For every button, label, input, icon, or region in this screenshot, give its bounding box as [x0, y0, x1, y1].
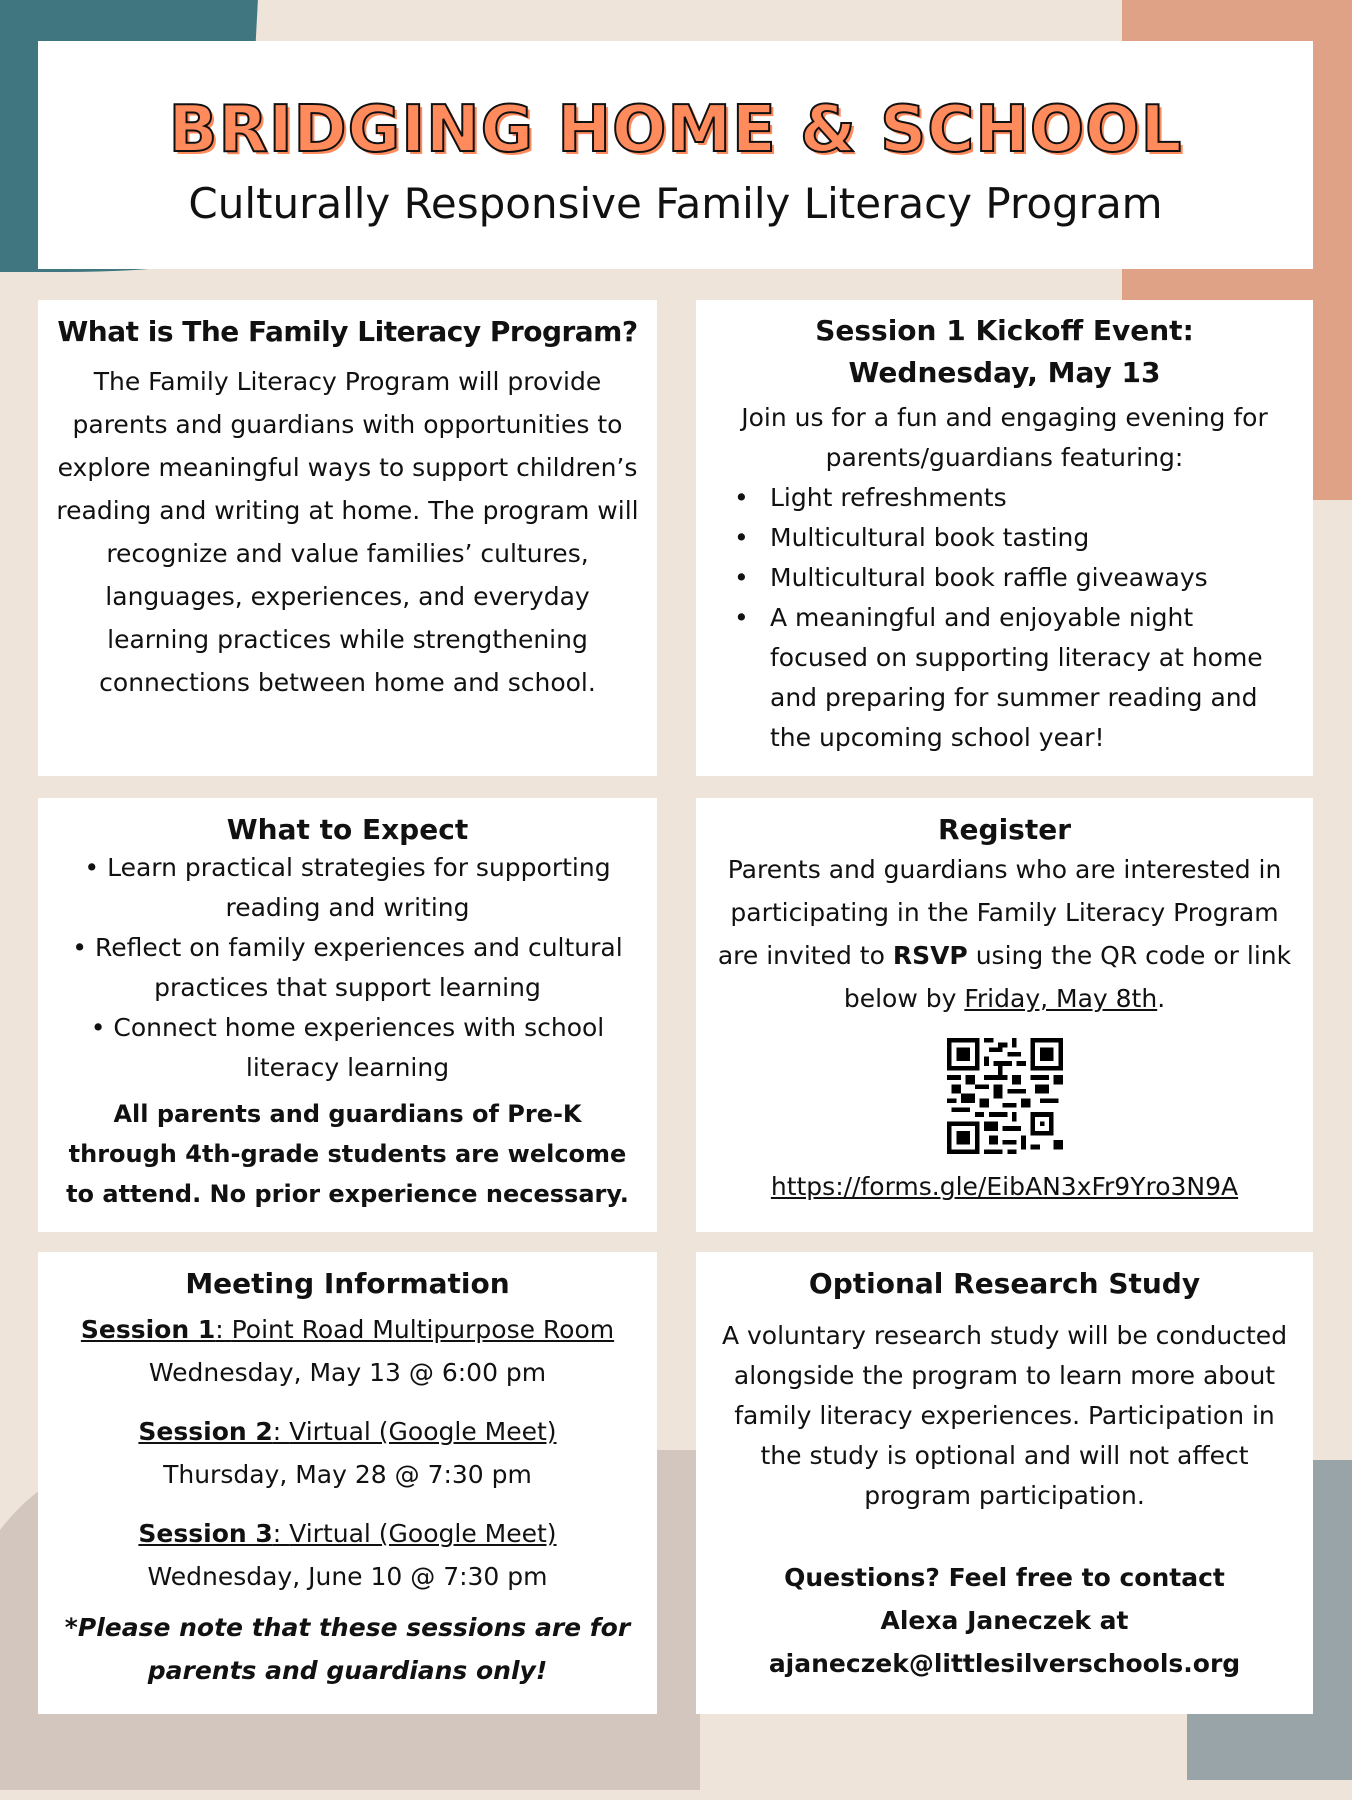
session-location: Virtual (Google Meet) — [289, 1417, 557, 1447]
session-2-title: Session 2: Virtual (Google Meet) — [138, 1417, 557, 1447]
session-3 — [38, 1512, 657, 1598]
kickoff-card — [696, 300, 1313, 776]
what-is-card — [38, 300, 657, 776]
expect-item: • Reflect on family experiences and cultural practices that support learning — [72, 933, 623, 1003]
expect-heading: What to Expect — [226, 813, 469, 846]
header-banner — [38, 41, 1313, 269]
research-study-card — [696, 1252, 1313, 1714]
session-1-title: Session 1: Point Road Multipurpose Room — [80, 1315, 615, 1345]
session-time: Thursday, May 28 @ 7:30 pm — [163, 1460, 532, 1490]
session-time: Wednesday, June 10 @ 7:30 pm — [147, 1562, 548, 1592]
list-item: • A meaningful and enjoyable night focused on supporting literacy at home and preparing for summer reading and the upcoming school year! — [734, 598, 1293, 758]
qr-code-icon[interactable] — [947, 1038, 1063, 1154]
session-label: Session 2 — [138, 1417, 273, 1447]
kickoff-intro: Join us for a fun and engaging evening for parents/guardians featuring: — [741, 403, 1268, 472]
parents-only-note: *Please note that these sessions are for parents and guardians only! — [64, 1613, 631, 1686]
session-3-title: Session 3: Virtual (Google Meet) — [138, 1519, 557, 1549]
register-card — [696, 798, 1313, 1232]
kickoff-heading — [696, 310, 1313, 394]
bullet-icon: • — [734, 523, 749, 552]
contact-email[interactable]: ajaneczek@littlesilverschools.org — [768, 1649, 1241, 1679]
list-item: • Light refreshments — [734, 478, 1293, 518]
register-heading: Register — [937, 813, 1072, 846]
bullet-icon: • — [734, 483, 749, 512]
session-label: Session 1 — [80, 1315, 216, 1345]
kickoff-heading-line2: Wednesday, May 13 — [848, 356, 1161, 389]
session-location: Point Road Multipurpose Room — [231, 1315, 615, 1345]
contact-name: Alexa Janeczek at — [880, 1606, 1129, 1636]
registration-link[interactable]: https://forms.gle/EibAN3xFr9Yro3N9A — [770, 1172, 1239, 1202]
rsvp-label: RSVP — [892, 941, 968, 971]
session-1 — [38, 1308, 657, 1394]
register-body: Parents and guardians who are interested in participating in the Family Literacy Program are invited to RSVP using the QR code or link below by Friday, May 8th. — [717, 855, 1292, 1014]
meeting-heading: Meeting Information — [185, 1267, 510, 1300]
contact-line: Questions? Feel free to contact — [784, 1563, 1225, 1593]
session-location: Virtual (Google Meet) — [289, 1519, 557, 1549]
session-2 — [38, 1410, 657, 1496]
contact-block — [714, 1556, 1295, 1685]
page-subtitle: Culturally Responsive Family Literacy Program — [188, 179, 1163, 228]
expect-item: • Learn practical strategies for supporting reading and writing — [84, 853, 611, 923]
page-title: BRIDGING HOME & SCHOOL — [168, 93, 1183, 167]
study-heading: Optional Research Study — [808, 1267, 1201, 1300]
kickoff-heading-line1: Session 1 Kickoff Event: — [815, 314, 1194, 347]
bullet-icon: • — [734, 563, 749, 592]
expect-eligibility-note: All parents and guardians of Pre-K through 4th-grade students are welcome to attend. No prior experience necessary. — [66, 1100, 629, 1209]
session-time: Wednesday, May 13 @ 6:00 pm — [148, 1358, 547, 1388]
kickoff-list — [734, 478, 1293, 758]
rsvp-deadline: Friday, May 8th — [964, 984, 1158, 1014]
bullet-icon: • — [734, 603, 749, 632]
session-label: Session 3 — [138, 1519, 273, 1549]
study-body: A voluntary research study will be conducted alongside the program to learn more about family literacy experiences. Participation in the study is optional and will not affect program participation. — [721, 1321, 1288, 1511]
what-is-body: The Family Literacy Program will provide parents and guardians with opportunities to explore meaningful ways to support children’s reading and writing at home. The program will recognize and value families’ cultures, languages, experiences, and everyday learning practices while strengthening connections between home and school. — [56, 367, 639, 698]
expect-item: • Connect home experiences with school literacy learning — [90, 1013, 605, 1083]
list-item: • Multicultural book tasting — [734, 518, 1293, 558]
what-is-heading: What is The Family Literacy Program? — [57, 315, 638, 348]
list-item: • Multicultural book raffle giveaways — [734, 558, 1293, 598]
meeting-card — [38, 1252, 657, 1714]
expect-card — [38, 798, 657, 1232]
